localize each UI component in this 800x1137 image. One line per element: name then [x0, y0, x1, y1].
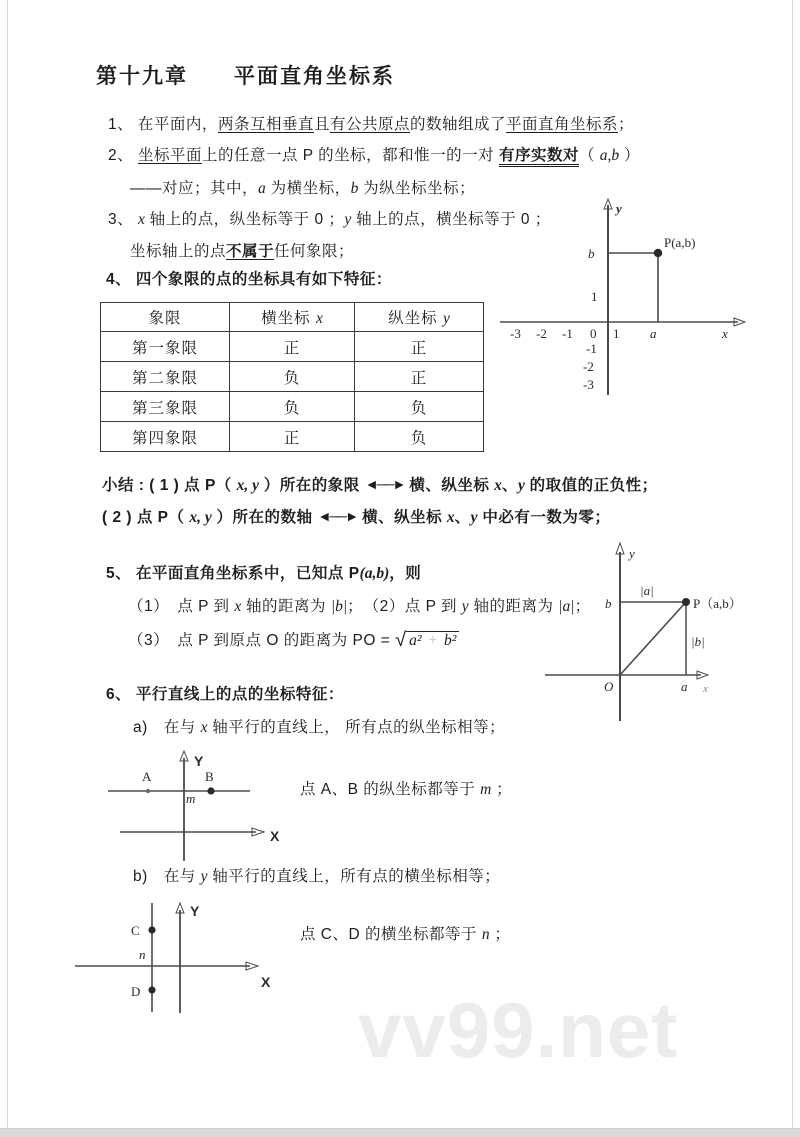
table-header-quadrant: [101, 303, 230, 332]
point-d: [148, 986, 155, 993]
text-run: 坐标轴上的点: [130, 243, 227, 260]
text-run: x: [234, 598, 242, 615]
m-label: m: [186, 791, 196, 806]
text-run: 中必有一数为零；: [477, 509, 611, 526]
point-c: [148, 926, 155, 933]
text-run: 的取值的正负性；: [524, 477, 658, 494]
text-run: a) 在与: [133, 719, 201, 736]
text-run: 轴上的点，横坐标等于 0 ；: [351, 211, 551, 228]
text-run: ； （2）点 P 到: [347, 598, 462, 615]
table-row: [101, 362, 484, 392]
text-run: 轴平行的直线上， 所有点的纵坐标相等；: [207, 719, 506, 736]
text-run: |a|: [558, 598, 575, 615]
distance-diagram: [543, 538, 778, 723]
text-run: 5、 在平面直角坐标系中，已知点 P: [106, 565, 360, 582]
text-run: ）所在的数轴: [211, 509, 313, 526]
tick-minus1: -1: [562, 326, 573, 341]
point-d-label: D: [131, 984, 141, 999]
text-run: ；: [491, 781, 513, 798]
text-run: 象限: [148, 310, 182, 327]
text-run: x: [200, 719, 208, 736]
b-label: b: [588, 246, 595, 261]
page-bottom-bar: [0, 1128, 800, 1137]
text-run: ◄──►: [317, 508, 358, 524]
text-run: 点 A、B 的纵坐标都等于: [300, 781, 481, 798]
text-run: ，则: [389, 565, 422, 582]
y-axis-label: y: [616, 201, 622, 216]
table-cell: 正: [230, 422, 355, 452]
text-run: y: [517, 477, 525, 494]
text-run: ——对应；其中，: [130, 180, 259, 197]
text-run: m: [480, 781, 492, 798]
caption-a: [300, 779, 512, 801]
text-run: ；: [574, 598, 591, 615]
origin-label: O: [604, 679, 614, 694]
text-run: 1、 在平面内，: [108, 116, 218, 133]
caption-b: [300, 924, 510, 946]
item-3-continued: [130, 241, 354, 263]
text-run: ）所在的象限: [258, 477, 360, 494]
n-label: n: [139, 947, 146, 962]
text-run: 纵坐标: [388, 310, 443, 327]
text-run: 为横坐标，: [265, 180, 351, 197]
segment-o-to-p: [620, 602, 686, 675]
y-axis-label: Y: [194, 753, 204, 769]
point-p: [682, 598, 690, 606]
watermark: vv99.net: [358, 986, 679, 1074]
text-run: 轴上的点，纵坐标等于 0 ；: [144, 211, 345, 228]
text-run: ；: [618, 116, 635, 133]
text-run: （: [578, 147, 600, 164]
x-axis-label: x: [703, 683, 708, 695]
text-run: a,b: [599, 147, 620, 164]
text-run: 横、纵坐标: [362, 509, 447, 526]
item-4-heading: [106, 269, 392, 291]
text-run: 、: [454, 509, 471, 526]
text-run: 为纵坐标坐标；: [358, 180, 476, 197]
text-run: (a,b): [359, 565, 390, 582]
table-cell: 负: [355, 422, 484, 452]
table-cell: 第三象限: [101, 392, 230, 422]
point-b: [207, 787, 214, 794]
text-run: a: [258, 180, 266, 197]
item-2-continued: [130, 178, 475, 200]
table-cell: 负: [230, 362, 355, 392]
table-cell: 正: [355, 332, 484, 362]
text-run: 点 C、D 的横坐标都等于: [300, 926, 482, 943]
text-run: y: [470, 509, 478, 526]
y-axis-label: Y: [190, 903, 200, 919]
table-header-row: [101, 303, 484, 332]
point-b-label: B: [205, 769, 214, 784]
text-run: x: [494, 477, 502, 494]
table-cell: 负: [230, 392, 355, 422]
neg-tick-1: -1: [586, 341, 597, 356]
text-run: 3、: [108, 211, 138, 228]
text-run: x: [137, 211, 145, 228]
item-6a-text: [133, 717, 505, 739]
a-tick-label: a: [650, 326, 657, 341]
text-run: x: [446, 509, 455, 526]
item-5-origin-distance: [128, 628, 459, 652]
chapter-title: 第十九章 平面直角坐标系: [96, 65, 395, 88]
item-2: [108, 145, 640, 167]
text-run: 小结 : ( 1 ) 点 P（: [102, 477, 237, 494]
one-up-label: 1: [591, 289, 598, 304]
text-run: 平面直角坐标系: [506, 116, 619, 133]
y-axis-label: y: [629, 546, 635, 561]
table-cell: 负: [355, 392, 484, 422]
text-run: 4、 四个象限的点的坐标具有如下特征：: [106, 271, 392, 288]
parallel-to-x-axis-diagram: [100, 748, 285, 863]
table-header-y: [355, 303, 484, 332]
text-run: 轴平行的直线上，所有点的横坐标相等；: [207, 868, 501, 885]
text-run: n: [481, 926, 490, 943]
quadrant-table: [100, 302, 484, 452]
text-run: y: [344, 211, 352, 228]
neg-tick-2: -2: [583, 359, 594, 374]
page-left-edge: [7, 0, 8, 1128]
text-run: 任何象限；: [274, 243, 355, 260]
coordinate-plane-diagram: [490, 195, 750, 397]
text-run: ；: [489, 926, 511, 943]
text-run: 坐标平面: [137, 147, 202, 164]
x-axis-label: X: [270, 828, 280, 844]
text-run: 横、纵坐标: [409, 477, 495, 494]
text-run: |b|: [330, 598, 348, 615]
text-run: 轴的距离为: [241, 598, 331, 615]
item-3: [108, 209, 551, 231]
point-p-label: P(a,b): [664, 235, 696, 250]
item-5-heading: [106, 563, 421, 585]
text-run: y: [442, 310, 450, 327]
abs-b-label: |b|: [691, 634, 705, 649]
tick-zero: 0: [590, 326, 597, 341]
text-run: 横坐标: [261, 310, 316, 327]
table-row: [101, 392, 484, 422]
text-run: x, y: [236, 477, 259, 494]
table-row: [101, 422, 484, 452]
text-run: 、: [501, 477, 518, 494]
text-run: y: [461, 598, 469, 615]
table-row: [101, 332, 484, 362]
table-cell: 第四象限: [101, 422, 230, 452]
point-a-label: A: [142, 769, 152, 784]
text-run: 不属于: [226, 243, 275, 260]
text-run: ◄──►: [364, 476, 405, 492]
text-run: （3） 点 P 到原点 O 的距离为 PO =: [128, 632, 396, 649]
text-run: （1） 点 P 到: [128, 598, 235, 615]
tick-minus2: -2: [536, 326, 547, 341]
table-cell: 第一象限: [101, 332, 230, 362]
text-run: 上的任意一点 P 的坐标，都和惟一的一对: [201, 147, 499, 164]
text-run: 轴的距离为: [468, 598, 559, 615]
text-run: 且: [313, 116, 330, 133]
text-run: 两条互相垂直: [217, 116, 314, 133]
text-run: y: [200, 868, 208, 885]
text-run: a²: [406, 631, 424, 649]
text-run: b: [350, 180, 359, 197]
text-run: +: [424, 631, 440, 649]
text-run: 有序实数对: [499, 147, 579, 167]
summary-line-2: [102, 506, 610, 529]
b-label: b: [605, 596, 612, 611]
summary-line-1: [102, 474, 658, 497]
item-1: [108, 114, 634, 136]
neg-tick-3: -3: [583, 377, 594, 392]
abs-a-label: |a|: [640, 583, 654, 598]
text-run: b) 在与: [133, 868, 201, 885]
table-header-x: [230, 303, 355, 332]
item-6-heading: [106, 684, 344, 706]
point-a: [146, 789, 150, 793]
text-run: ）: [619, 147, 640, 164]
text-run: x, y: [189, 509, 212, 526]
text-run: √: [395, 629, 407, 651]
text-run: 2、: [108, 147, 138, 164]
quadrant-table-head: [101, 303, 484, 332]
table-cell: 正: [355, 362, 484, 392]
point-p: [654, 249, 662, 257]
parallel-to-y-axis-diagram: [66, 895, 271, 1015]
x-axis-label: x: [722, 326, 728, 341]
page-right-edge: [792, 0, 793, 1128]
text-run: 的数轴组成了: [409, 116, 506, 133]
a-label: a: [681, 679, 688, 694]
text-run: 有公共原点: [329, 116, 410, 133]
point-p-label: P（a,b）: [693, 596, 742, 611]
text-run: b²: [441, 631, 459, 649]
item-6b-text: [133, 866, 500, 888]
x-axis-label: X: [261, 974, 271, 990]
table-cell: 正: [230, 332, 355, 362]
text-run: x: [315, 310, 323, 327]
item-5-distances: [128, 596, 591, 618]
point-c-label: C: [131, 923, 140, 938]
tick-one: 1: [613, 326, 620, 341]
text-run: 6、 平行直线上的点的坐标特征：: [106, 686, 344, 703]
text-run: ( 2 ) 点 P（: [102, 509, 190, 526]
table-cell: 第二象限: [101, 362, 230, 392]
quadrant-table-body: [101, 332, 484, 452]
tick-minus3: -3: [510, 326, 521, 341]
